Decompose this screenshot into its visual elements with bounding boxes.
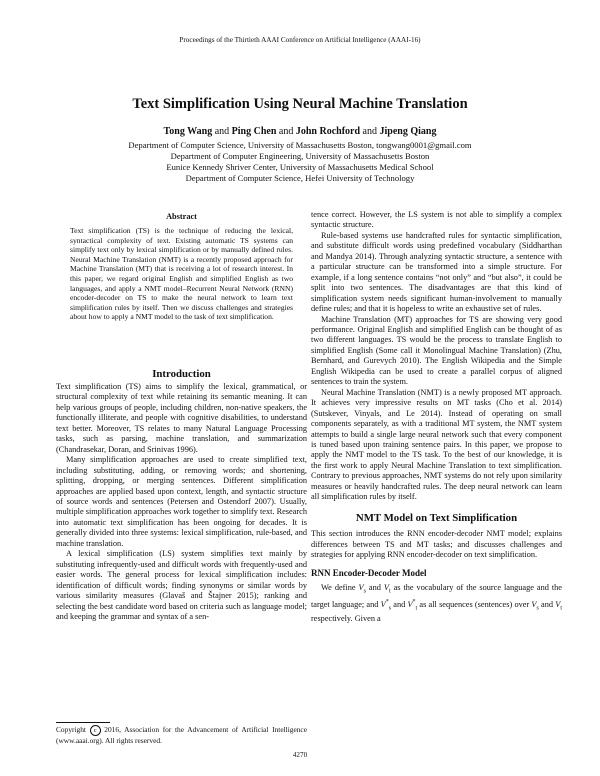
affiliation: Department of Computer Science, Hefei University of Technology	[185, 173, 415, 183]
author-name: John Rochford	[295, 126, 361, 137]
affiliation: Department of Computer Science, University of Massachusetts Boston, tongwang0001@gmail.com	[128, 140, 472, 150]
footnote-text: Copyright	[56, 725, 90, 735]
affiliation: Department of Computer Engineering, University of Massachusetts Boston	[170, 151, 430, 161]
author-separator: and	[362, 126, 377, 137]
author-name: Ping Chen	[231, 126, 277, 137]
right-column	[311, 210, 562, 624]
author-separator: and	[214, 126, 230, 137]
author-name: Jipeng Qiang	[379, 126, 437, 137]
abstract-heading: Abstract	[166, 212, 197, 221]
author-separator: and	[278, 126, 294, 137]
paragraph: We define $V_s$ and $V_t$ as the vocabulary of the source language and the target language; and $V^*_s$ and $V^*_t$ as all sequences (sentences) over $V_s$ and $V_t$ respectively. Given a	[311, 582, 562, 623]
paragraph: Neural Machine Translation (NMT) is a newly proposed MT approach. It achieves very impressive results on MT tasks (Cho et al. 2014) (Sutskever, Vinyals, and Le 2014). Instead of operating on small components separately, as with a traditional MT system, the NMT system attempts to build a single large neural network such that every component is tuned based upon training sentence pairs. In this paper, we propose to apply the NMT model to the TS task. To the best of our knowledge, it is the first work to apply Neural Machine Translation to text simplification. Contrary to previous approaches, NMT systems do not rely upon similarity measures or heavily handcrafted rules. The deep neural network can learn all simplification rules by itself.	[311, 387, 562, 502]
paragraph: Text simplification (TS) aims to simplify the lexical, grammatical, or structural complexity of text while retaining its semantic meaning. It can help various groups of people, including children, non-native speakers, the functionally illiterate, and people with cognitive disabilities, to understand text better. Moreover, TS relates to many Natural Language Processing tasks, such as parsing, machine translation, and summarization (Chandrasekar, Doran, and Srinivas 1996).	[56, 382, 307, 454]
subsection-heading-rnn: RNN Encoder-Decoder Model	[311, 567, 427, 578]
paragraph: Machine Translation (MT) approaches for TS are showing very good performance. Original English and simplified English can be thought of as two different languages. TS would be the process to translate English to simplified English (Some call it Monolingual Machine Translation) (Zhu, Bernhard, and Gurevych 2010). The English Wikipedia and the Simple English Wikipedia can be used to create a parallel corpus of aligned sentences to train the system.	[311, 314, 562, 387]
paragraph: This section introduces the RNN encoder-decoder NMT model; explains differences between TS and MT tasks; and discusses challenges and strategies for applying RNN encoder-decoder on text simplification.	[311, 529, 562, 560]
paragraph: Many simplification approaches are used to create simplified text, including substituting, adding, or removing words; and shortening, splitting, dropping, or merging sentences. Different simplification approaches are applied based upon context, length, and syntactic structure of source words and sentences (Petersen and Ostendorf 2007). Usually, multiple simplification approaches work together to simplify text. Research into automatic text simplification has been ongoing for decades. It is generally divided into three systems: lexical simplification, rule-based, and machine translation.	[56, 455, 307, 548]
copyright-icon: c	[90, 725, 101, 736]
author-list	[0, 126, 600, 137]
copyright-footnote	[56, 725, 307, 745]
paragraph: A lexical simplification (LS) system simplifies text mainly by substituting infrequently-used and difficult words with frequently-used and easier words. The general process for lexical simplification includes: identification of difficult words; finding synonyms or similar words by various similarity measures (Glavaš and Štajner 2015); ranking and selecting the best candidate word based on criteria such as language model; and keeping the grammar and syntax of a sen-	[56, 549, 307, 621]
paragraph: tence correct. However, the LS system is not able to simplify a complex syntactic structure.	[311, 210, 562, 230]
footnote-rule	[56, 722, 110, 723]
page-number: 4270	[292, 751, 308, 759]
paper-title: Text Simplification Using Neural Machine Translation	[132, 96, 468, 112]
affiliation: Eunice Kennedy Shriver Center, University of Massachusetts Medical School	[166, 162, 434, 172]
section-heading-introduction: Introduction	[152, 368, 211, 380]
section-heading-nmt-model: NMT Model on Text Simplification	[355, 511, 518, 524]
proceedings-header: Proceedings of the Thirtieth AAAI Conference on Artificial Intelligence (AAAI-16)	[179, 36, 421, 44]
author-name: Tong Wang	[163, 126, 213, 137]
paragraph: Rule-based systems use handcrafted rules for syntactic simplification, and substitute difficult words using predefined vocabulary (Siddharthan and Mandya 2014). Through analyzing syntactic structure, a sentence with a particular structure can be transformed into a simple structure. For example, if a long sentence contains “not only” and “but also”, it could be split into two sentences. The disadvantages are that this kind of simplification system needs significant human-involvement to manually define rules; and that it is hopeless to write an exhaustive set of rules.	[311, 230, 562, 314]
left-column	[56, 382, 307, 622]
footnote-text: 2016, Association for the Advancement of Artificial Intelligence (www.aaai.org). All rights reserved.	[56, 725, 307, 745]
abstract-text: Text simplification (TS) is the technique of reducing the lexical, syntactical complexity of text. Existing automatic TS systems can simplify text only by lexical simplification or by manually defined rules. Neural Machine Translation (NMT) is a recently proposed approach for Machine Translation (MT) that is receiving a lot of research interest. In this paper, we regard original English and simplified English as two languages, and apply a NMT model–Recurrent Neural Network (RNN) encoder-decoder on TS to make the neural network to learn text simplification rules by itself. Then we discuss challenges and strategies about how to apply a NMT model to the task of text simplification.	[70, 226, 293, 322]
